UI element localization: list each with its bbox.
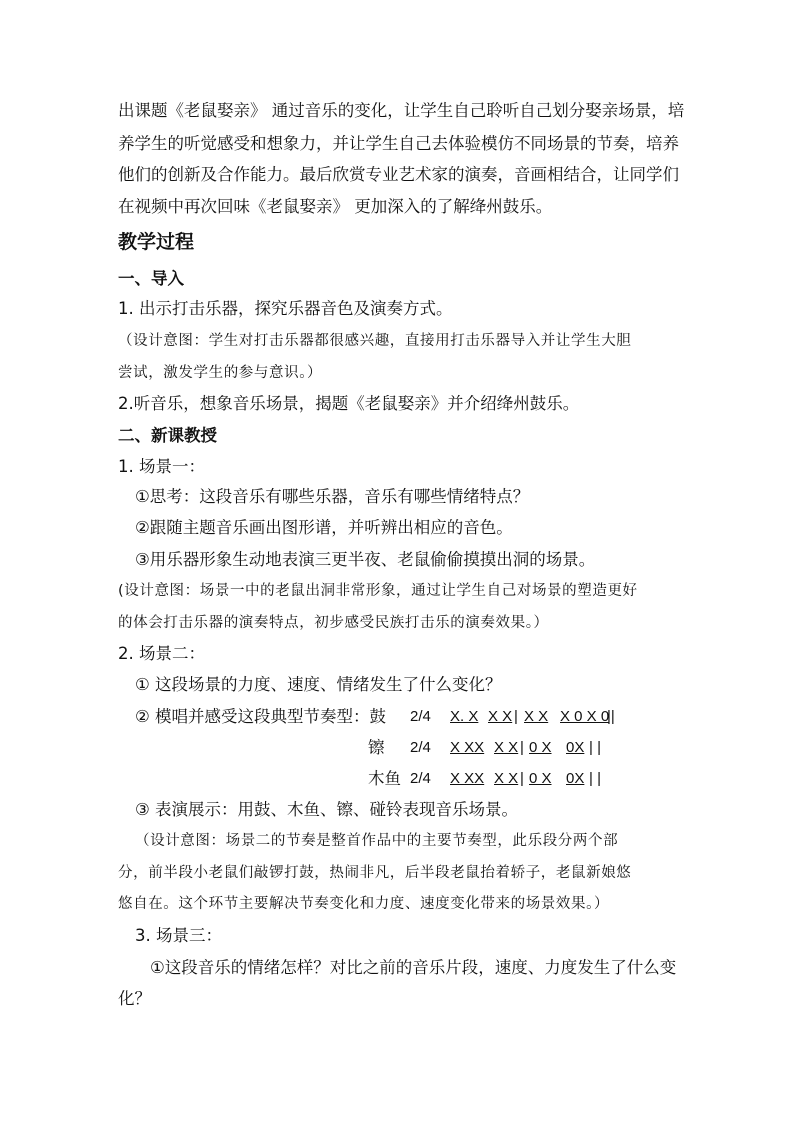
final-barline: | | xyxy=(589,739,601,756)
list-item: ① 这段场景的力度、速度、情绪发生了什么变化？ xyxy=(135,675,502,694)
rhythm-group: X. X xyxy=(450,708,479,725)
scene-heading: 2. 场景二： xyxy=(118,644,205,663)
rhythm-group: X XX xyxy=(450,770,485,787)
list-item: ①这段音乐的情绪怎样？对比之前的音乐片段，速度、力度发生了什么变 xyxy=(150,958,677,977)
rhythm-meter: 2/4 xyxy=(410,770,431,787)
design-intent-note: (设计意图：场景一中的老鼠出洞非常形象，通过让学生自己对场景的塑造更好 xyxy=(118,583,638,599)
list-item: 化？ xyxy=(118,989,151,1008)
rhythm-group: 0 X xyxy=(529,770,552,787)
rhythm-group: X 0 X 0 xyxy=(560,708,610,725)
section-heading-intro: 一、导入 xyxy=(118,269,184,288)
intro-paragraph-line: 养学生的听觉感受和想象力，并让学生自己去体验模仿不同场景的节奏，培养 xyxy=(118,134,679,153)
barline: | xyxy=(520,770,524,787)
final-barline: | | xyxy=(589,770,601,787)
rhythm-instrument: 镲 xyxy=(368,738,385,757)
scene-heading: 3. 场景三： xyxy=(135,926,222,945)
final-barline: || xyxy=(607,708,615,725)
rhythm-group: 0X xyxy=(566,739,585,756)
list-item: 1. 出示打击乐器，探究乐器音色及演奏方式。 xyxy=(118,299,453,318)
list-item: ② 模唱并感受这段典型节奏型：鼓 xyxy=(135,707,387,726)
design-intent-note: 分，前半段小老鼠们敲锣打鼓，热闹非凡，后半段老鼠抬着轿子，老鼠新娘悠 xyxy=(118,865,632,881)
design-intent-note: 悠自在。这个环节主要解决节奏变化和力度、速度变化带来的场景效果。） xyxy=(118,896,610,912)
list-item: ③用乐器形象生动地表演三更半夜、老鼠偷偷摸摸出洞的场景。 xyxy=(135,550,596,569)
design-intent-note: 尝试，激发学生的参与意识。） xyxy=(118,365,323,381)
rhythm-group: 0X xyxy=(566,770,585,787)
rhythm-meter: 2/4 xyxy=(410,739,431,756)
list-item: 2.听音乐，想象音乐场景，揭题《老鼠娶亲》并介绍绛州鼓乐。 xyxy=(118,394,580,413)
list-item: ②跟随主题音乐画出图形谱，并听辨出相应的音色。 xyxy=(135,518,513,537)
section-heading-process: 教学过程 xyxy=(118,231,195,253)
design-intent-note: （设计意图：学生对打击乐器都很感兴趣，直接用打击乐器导入并让学生大胆 xyxy=(118,333,632,349)
design-intent-note: （设计意图：场景二的节奏是整首作品中的主要节奏型，此乐段分两个部 xyxy=(135,833,619,849)
barline: | xyxy=(514,708,518,725)
rhythm-group: X X xyxy=(494,770,519,787)
rhythm-group: X XX xyxy=(450,739,485,756)
list-item: ③ 表演展示：用鼓、木鱼、镲、碰铃表现音乐场景。 xyxy=(135,800,519,819)
rhythm-group: 0 X xyxy=(529,739,552,756)
intro-paragraph-line: 出课题《老鼠娶亲》 通过音乐的变化，让学生自己聆听自己划分娶亲场景，培 xyxy=(118,101,685,120)
scene-heading: 1. 场景一： xyxy=(118,457,205,476)
section-heading-new-lesson: 二、新课教授 xyxy=(118,426,217,445)
list-item: ①思考：这段音乐有哪些乐器，音乐有哪些情绪特点？ xyxy=(135,487,530,506)
design-intent-note: 的体会打击乐器的演奏特点，初步感受民族打击乐的演奏效果。） xyxy=(118,615,549,631)
rhythm-instrument: 木鱼 xyxy=(368,769,401,788)
intro-paragraph-line: 他们的创新及合作能力。最后欣赏专业艺术家的演奏，音画相结合，让同学们 xyxy=(118,165,679,184)
rhythm-group: X X xyxy=(488,708,513,725)
rhythm-group: X X xyxy=(524,708,549,725)
rhythm-meter: 2/4 xyxy=(410,708,431,725)
rhythm-group: X X xyxy=(494,739,519,756)
barline: | xyxy=(520,739,524,756)
intro-paragraph-line: 在视频中再次回味《老鼠娶亲》 更加深入的了解绛州鼓乐。 xyxy=(118,197,553,216)
